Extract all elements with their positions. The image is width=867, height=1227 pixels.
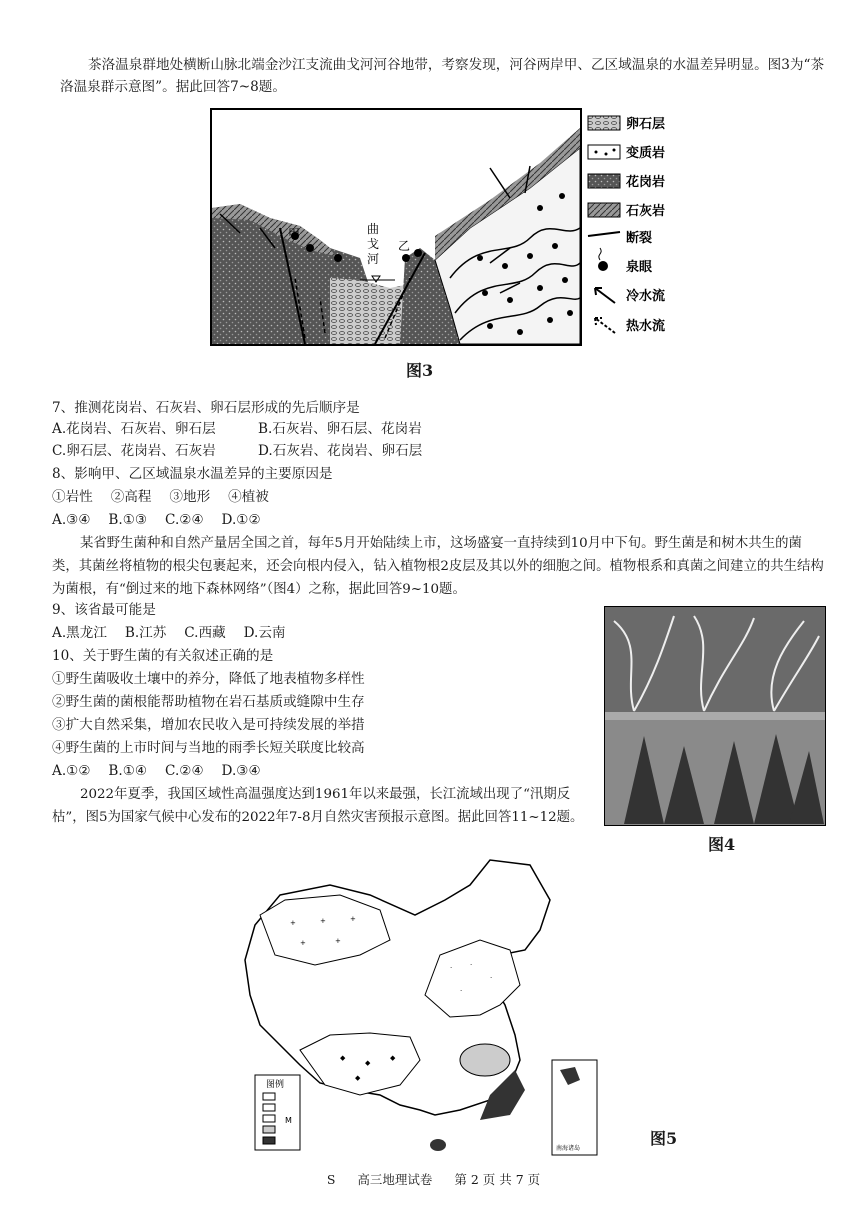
footer-page-number: 第 2 页 共 7 页 [454, 1172, 541, 1187]
figure-5-caption: 图5 [650, 1129, 678, 1148]
q7-option-b: B.石灰岩、卵石层、花岗岩 [258, 421, 422, 437]
svg-text:·: · [450, 964, 453, 972]
spring-eye-icon [598, 261, 608, 271]
q10-stem: 10、关于野生菌的有关叙述正确的是 [52, 648, 274, 664]
intro-paragraph-2: 某省野生菌种和自然产量居全国之首，每年5月开始陆续上市，这场盛宴一直持续到10月中下旬。野生菌是和树木共生的菌类，其菌丝将植物的根尖包裹起来，还会向根内侵入，钻入植物根2皮层及其以外的细胞之间。植物根系和真菌之间建立的共生结构为菌根，有“倒过来的地下森林网络”（图4）之称，据此回答9~10题。 [52, 536, 824, 597]
page-footer [0, 1170, 867, 1188]
river-label-3: 河 [367, 252, 380, 266]
limestone-swatch [588, 203, 620, 217]
q7-option-a: A.花岗岩、石灰岩、卵石层 [52, 421, 216, 437]
metamorphic-rock-swatch [588, 145, 620, 159]
fig5-legend-title: 图例 [266, 1080, 285, 1090]
svg-text:◆: ◆ [390, 1054, 396, 1062]
figure-4-image [604, 606, 826, 826]
river-label-2: 戈 [367, 237, 380, 251]
svg-text:+: + [320, 917, 326, 925]
svg-text:+: + [300, 939, 306, 947]
q9-stem: 9、该省最可能是 [52, 602, 156, 618]
river-label-1: 曲 [367, 222, 380, 236]
footer-code: S [326, 1172, 336, 1187]
granite-swatch [588, 174, 620, 188]
figure-3-diagram [210, 108, 690, 348]
q8-options: A.③④ B.①③ C.②④ D.①② [52, 512, 261, 528]
legend-label-fault: 断裂 [626, 231, 653, 246]
legend-label-cold-water: 冷水流 [626, 289, 666, 304]
footer-exam-title: 高三地理试卷 [357, 1172, 433, 1187]
q10-statement-4: ④野生菌的上市时间与当地的雨季长短关联度比较高 [52, 740, 365, 756]
intro-paragraph-1: 茶洛温泉群地处横断山脉北端金沙江支流曲戈河河谷地带，考察发现，河谷两岸甲、乙区域温泉的水温差异明显。图3为“茶洛温泉群示意图”。据此回答7~8题。 [60, 57, 825, 95]
fig5-legend-m: M [285, 1116, 292, 1125]
svg-text:+: + [335, 937, 341, 945]
cold-water-arrow-icon [595, 288, 615, 303]
fault-line-icon [588, 232, 620, 236]
q7-stem: 7、推测花岗岩、石灰岩、卵石层形成的先后顺序是 [52, 400, 360, 416]
figure-3-caption: 图3 [406, 361, 434, 380]
q10-statement-2: ②野生菌的菌根能帮助植物在岩石基质或缝隙中生存 [52, 694, 365, 710]
q8-stem: 8、影响甲、乙区域温泉水温差异的主要原因是 [52, 466, 333, 482]
svg-text:◆: ◆ [365, 1059, 371, 1067]
svg-text:◆: ◆ [355, 1074, 361, 1082]
q7-option-d: D.石灰岩、花岗岩、卵石层 [258, 443, 423, 459]
pebble-layer-swatch [588, 116, 620, 130]
figure-3-legend [588, 116, 665, 334]
intro-paragraph-3: 2022年夏季，我国区域性高温强度达到1961年以来最强，长江流域出现了“汛期反枯”，图5为国家气候中心发布的2022年7-8月自然灾害预报示意图。据此回答11~12题。 [52, 787, 584, 825]
q10-statement-1: ①野生菌吸收土壤中的养分，降低了地表植物多样性 [52, 671, 365, 687]
label-jia: 甲 [288, 227, 301, 241]
q8-items: ①岩性 ②高程 ③地形 ④植被 [52, 489, 269, 505]
svg-text:+: + [350, 915, 356, 923]
q7-option-c: C.卵石层、花岗岩、石灰岩 [52, 443, 216, 459]
figure-5-map [240, 855, 620, 1160]
legend-label-spring: 泉眼 [626, 260, 653, 275]
q10-options: A.①② B.①④ C.②④ D.③④ [52, 763, 261, 779]
svg-text:◆: ◆ [340, 1054, 346, 1062]
legend-label-hot-water: 热水流 [626, 319, 666, 334]
svg-text:·: · [490, 974, 493, 982]
legend-label-pebble: 卵石层 [626, 117, 666, 132]
legend-label-metamorphic: 变质岩 [626, 146, 666, 161]
label-yi: 乙 [398, 239, 411, 253]
legend-label-limestone: 石灰岩 [626, 204, 666, 219]
fig5-inset-label: 南海诸岛 [556, 1145, 581, 1152]
q9-options: A.黑龙江 B.江苏 C.西藏 D.云南 [52, 625, 286, 641]
figure-4-caption: 图4 [708, 835, 736, 854]
svg-text:·: · [460, 987, 463, 995]
q10-statement-3: ③扩大自然采集，增加农民收入是可持续发展的举措 [52, 717, 365, 733]
svg-text:+: + [290, 919, 296, 927]
legend-label-granite: 花岗岩 [626, 175, 666, 190]
svg-text:·: · [470, 961, 473, 969]
hot-water-arrow-icon [595, 318, 615, 333]
